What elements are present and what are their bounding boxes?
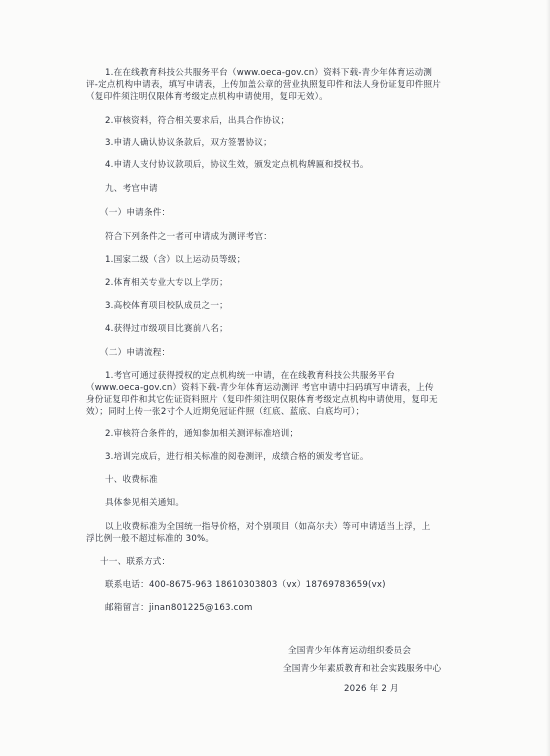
item1-line2: 评-定点机构申请表，填写申请表，上传加盖公章的营业执照复印件和法人身份证复印件照片 (86, 80, 442, 90)
condition-2: 2.体育相关专业大专以上学历； (105, 278, 228, 288)
signature-org-2: 全国青少年素质教育和社会实践服务中心 (283, 664, 442, 674)
section-9-heading: 九、考官申请 (105, 184, 158, 194)
signature-date: 2026 年 2 月 (344, 684, 399, 694)
condition-4: 4.获得过市级项目比赛前八名； (105, 324, 228, 334)
conditions-intro: 符合下列条件之一者可申请成为测评考官： (105, 232, 273, 242)
item4: 4.申请人支付协议款项后，协议生效，颁发定点机构牌匾和授权书。 (105, 160, 369, 170)
condition-1: 1.国家二级（含）以上运动员等级； (105, 255, 246, 265)
section-10-heading: 十、收费标准 (105, 475, 158, 485)
fee-line2: 浮比例一般不超过标准的 30%。 (86, 534, 215, 544)
fee-line1: 以上收费标准为全国统一指导价格，对个别项目（如高尔夫）等可申请适当上浮，上 (105, 522, 431, 532)
contact-email: 邮箱留言：jinan801225@163.com (105, 603, 253, 613)
process-3: 3.培训完成后，进行相关标准的阅卷测评，成绩合格的颁发考官证。 (105, 452, 369, 462)
section-11-heading: 十一、联系方式： (100, 557, 171, 567)
condition-3: 3.高校体育项目校队成员之一； (105, 301, 228, 311)
item1-line1: 1.在在线教育科技公共服务平台（www.oeca-gov.cn）资料下载-青少年体育运动测 (105, 68, 433, 78)
process-1-line2: （www.oeca-gov.cn）资料下载-青少年体育运动测评 考官申请中扫码填写申请表，上传 (86, 383, 434, 393)
item1-line3: （复印件须注明仅限体育考级定点机构申请使用，复印无效）。 (86, 92, 328, 102)
subsection-1-heading: （一）申请条件： (100, 208, 171, 218)
item3: 3.申请人确认协议条款后，双方签署协议； (105, 138, 272, 148)
process-1-line1: 1.考官可通过获得授权的定点机构统一申请，在在线教育科技公共服务平台 (105, 371, 396, 381)
process-1-line3: 身份证复印件和其它佐证资料照片（复印件须注明仅限体育考级定点机构申请使用，复印无 (86, 395, 438, 405)
subsection-2-heading: （二）申请流程： (100, 348, 171, 358)
item2: 2.审核资料，符合相关要求后，出具合作协议； (105, 116, 290, 126)
process-2: 2.审核符合条件的，通知参加相关测评标准培训； (105, 429, 299, 439)
process-1-line4: 效）；同时上传一张2寸个人近期免冠证件照（红底、蓝底、白底均可）； (86, 407, 365, 417)
signature-org-1: 全国青少年体育运动组织委员会 (288, 646, 412, 656)
contact-phone: 联系电话：400-8675-963 18610303803（vx）18769783659(vx) (105, 580, 386, 590)
fee-intro: 具体参见相关通知。 (105, 498, 185, 508)
